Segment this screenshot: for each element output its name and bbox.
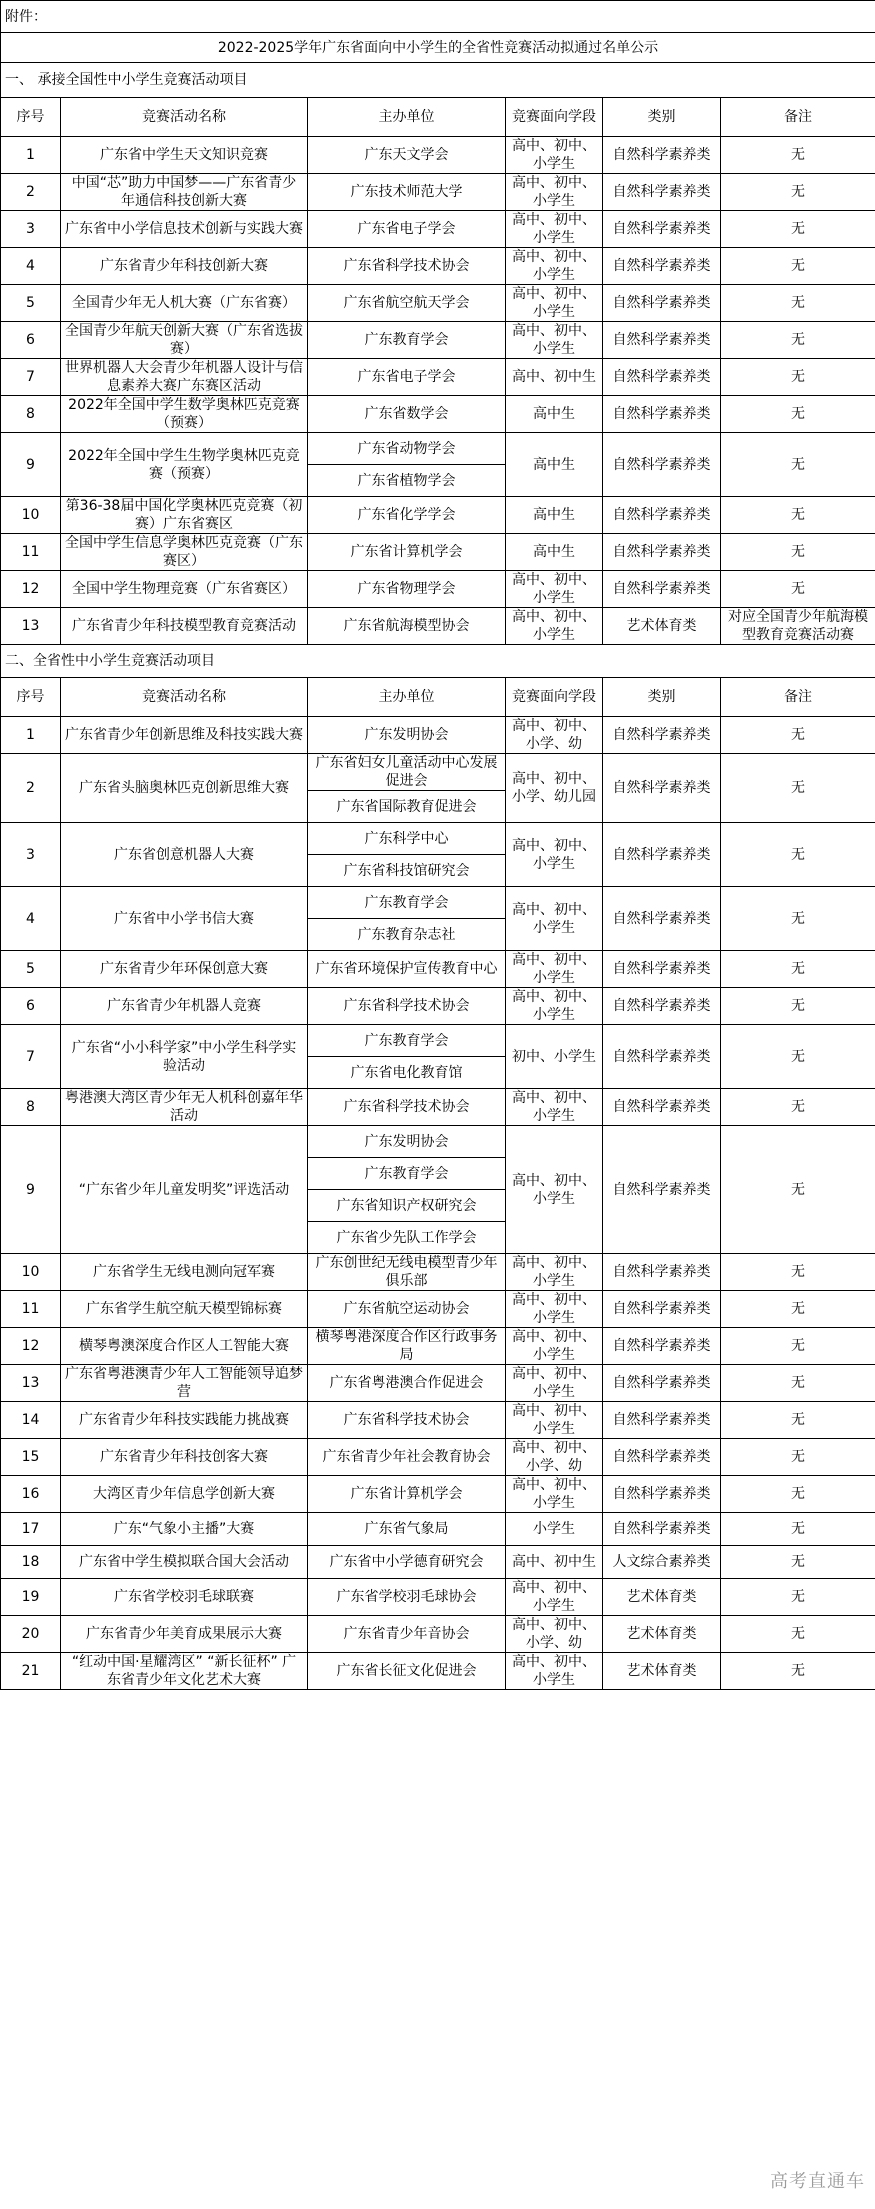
category: 自然科学素养类 xyxy=(603,396,721,433)
row-number: 8 xyxy=(1,1089,61,1126)
table-row xyxy=(1,754,875,791)
column-header: 竞赛活动名称 xyxy=(61,678,308,717)
note: 无 xyxy=(721,137,875,174)
note: 无 xyxy=(721,248,875,285)
activity-name: 广东省学生无线电测向冠军赛 xyxy=(61,1254,308,1291)
note: 无 xyxy=(721,1513,875,1546)
activity-name: 世界机器人大会青少年机器人设计与信息素养大赛广东赛区活动 xyxy=(61,359,308,396)
table-row xyxy=(1,396,875,433)
table-row xyxy=(1,1089,875,1126)
table-row xyxy=(1,823,875,855)
table-row xyxy=(1,211,875,248)
category: 自然科学素养类 xyxy=(603,1328,721,1365)
row-number: 10 xyxy=(1,1254,61,1291)
table-row xyxy=(1,1291,875,1328)
note: 无 xyxy=(721,1089,875,1126)
school-level: 高中生 xyxy=(506,433,603,497)
row-number: 11 xyxy=(1,534,61,571)
organizer: 广东省航海模型协会 xyxy=(308,608,506,645)
note: 无 xyxy=(721,1365,875,1402)
note: 无 xyxy=(721,322,875,359)
school-level: 高中、初中、小学生 xyxy=(506,1365,603,1402)
organizer: 广东发明协会 xyxy=(308,717,506,754)
school-level: 高中、初中、小学生 xyxy=(506,248,603,285)
column-header: 竞赛面向学段 xyxy=(506,678,603,717)
category: 自然科学素养类 xyxy=(603,248,721,285)
organizer: 广东省环境保护宣传教育中心 xyxy=(308,951,506,988)
row-number: 17 xyxy=(1,1513,61,1546)
school-level: 高中、初中、小学生 xyxy=(506,211,603,248)
organizer: 广东省妇女儿童活动中心发展促进会 xyxy=(308,754,506,791)
table-row xyxy=(1,322,875,359)
organizer: 广东省科学技术协会 xyxy=(308,1402,506,1439)
category: 自然科学素养类 xyxy=(603,137,721,174)
note: 无 xyxy=(721,359,875,396)
organizer: 广东省长征文化促进会 xyxy=(308,1653,506,1690)
organizer: 广东省国际教育促进会 xyxy=(308,791,506,823)
category: 艺术体育类 xyxy=(603,608,721,645)
activity-name: 广东“气象小主播”大赛 xyxy=(61,1513,308,1546)
organizer: 广东科学中心 xyxy=(308,823,506,855)
table-row xyxy=(1,571,875,608)
organizer: 广东省电化教育馆 xyxy=(308,1057,506,1089)
column-header: 竞赛活动名称 xyxy=(61,98,308,137)
organizer: 广东省知识产权研究会 xyxy=(308,1190,506,1222)
activity-name: “红动中国·星耀湾区” “新长征杯” 广东省青少年文化艺术大赛 xyxy=(61,1653,308,1690)
row-number: 9 xyxy=(1,1126,61,1254)
row-number: 12 xyxy=(1,1328,61,1365)
table-row xyxy=(1,1254,875,1291)
row-number: 15 xyxy=(1,1439,61,1476)
table-row xyxy=(1,1579,875,1616)
organizer: 广东省科技馆研究会 xyxy=(308,855,506,887)
category: 自然科学素养类 xyxy=(603,1025,721,1089)
note: 无 xyxy=(721,1402,875,1439)
column-header: 类别 xyxy=(603,678,721,717)
school-level: 高中、初中、小学生 xyxy=(506,608,603,645)
school-level: 高中、初中、小学生 xyxy=(506,1089,603,1126)
activity-name: 广东省粤港澳青少年人工智能领导追梦营 xyxy=(61,1365,308,1402)
category: 自然科学素养类 xyxy=(603,717,721,754)
attachment-label: 附件： xyxy=(1,1,875,33)
school-level: 高中、初中、小学生 xyxy=(506,1653,603,1690)
activity-name: 广东省青少年科技创新大赛 xyxy=(61,248,308,285)
note: 无 xyxy=(721,1291,875,1328)
note: 无 xyxy=(721,1328,875,1365)
table-row xyxy=(1,1513,875,1546)
note: 无 xyxy=(721,396,875,433)
column-header: 竞赛面向学段 xyxy=(506,98,603,137)
row-number: 4 xyxy=(1,887,61,951)
organizer: 广东省航空运动协会 xyxy=(308,1291,506,1328)
organizer: 广东教育学会 xyxy=(308,1158,506,1190)
activity-name: 广东省中小学信息技术创新与实践大赛 xyxy=(61,211,308,248)
category: 自然科学素养类 xyxy=(603,174,721,211)
category: 艺术体育类 xyxy=(603,1616,721,1653)
activity-name: 第36-38届中国化学奥林匹克竞赛（初赛）广东省赛区 xyxy=(61,497,308,534)
table-row xyxy=(1,534,875,571)
row-number: 10 xyxy=(1,497,61,534)
category: 自然科学素养类 xyxy=(603,497,721,534)
table-row xyxy=(1,1402,875,1439)
organizer: 广东省气象局 xyxy=(308,1513,506,1546)
row-number: 1 xyxy=(1,137,61,174)
activity-name: 广东省青少年科技实践能力挑战赛 xyxy=(61,1402,308,1439)
activity-name: 2022年全国中学生生物学奥林匹克竞赛（预赛） xyxy=(61,433,308,497)
activity-name: 2022年全国中学生数学奥林匹克竞赛（预赛） xyxy=(61,396,308,433)
school-level: 高中生 xyxy=(506,396,603,433)
activity-name: 广东省“小小科学家”中小学生科学实验活动 xyxy=(61,1025,308,1089)
column-header: 序号 xyxy=(1,678,61,717)
row-number: 2 xyxy=(1,174,61,211)
category: 自然科学素养类 xyxy=(603,285,721,322)
organizer: 广东省青少年社会教育协会 xyxy=(308,1439,506,1476)
category: 自然科学素养类 xyxy=(603,1291,721,1328)
table-row xyxy=(1,1653,875,1690)
category: 自然科学素养类 xyxy=(603,1476,721,1513)
organizer: 广东省计算机学会 xyxy=(308,1476,506,1513)
school-level: 高中、初中、小学生 xyxy=(506,174,603,211)
activity-name: 全国中学生信息学奥林匹克竞赛（广东赛区） xyxy=(61,534,308,571)
category: 艺术体育类 xyxy=(603,1579,721,1616)
activity-name: 粤港澳大湾区青少年无人机科创嘉年华活动 xyxy=(61,1089,308,1126)
activity-name: 广东省青少年创新思维及科技实践大赛 xyxy=(61,717,308,754)
category: 自然科学素养类 xyxy=(603,571,721,608)
activity-name: 广东省中学生天文知识竞赛 xyxy=(61,137,308,174)
row-number: 16 xyxy=(1,1476,61,1513)
category: 自然科学素养类 xyxy=(603,1365,721,1402)
organizer: 广东省电子学会 xyxy=(308,359,506,396)
activity-name: 广东省创意机器人大赛 xyxy=(61,823,308,887)
note: 无 xyxy=(721,1476,875,1513)
category: 自然科学素养类 xyxy=(603,1254,721,1291)
note: 无 xyxy=(721,433,875,497)
activity-name: “广东省少年儿童发明奖”评选活动 xyxy=(61,1126,308,1254)
organizer: 广东省科学技术协会 xyxy=(308,1089,506,1126)
organizer: 广东省计算机学会 xyxy=(308,534,506,571)
row-number: 8 xyxy=(1,396,61,433)
school-level: 高中、初中、小学生 xyxy=(506,823,603,887)
activity-name: 广东省青少年机器人竞赛 xyxy=(61,988,308,1025)
organizer: 广东教育学会 xyxy=(308,322,506,359)
note: 无 xyxy=(721,211,875,248)
organizer: 广东技术师范大学 xyxy=(308,174,506,211)
organizer: 广东教育杂志社 xyxy=(308,919,506,951)
row-number: 11 xyxy=(1,1291,61,1328)
school-level: 高中、初中、小学生 xyxy=(506,1328,603,1365)
note: 无 xyxy=(721,988,875,1025)
row-number: 14 xyxy=(1,1402,61,1439)
activity-name: 广东省学校羽毛球联赛 xyxy=(61,1579,308,1616)
category: 自然科学素养类 xyxy=(603,1402,721,1439)
organizer: 横琴粤港深度合作区行政事务局 xyxy=(308,1328,506,1365)
note: 无 xyxy=(721,1254,875,1291)
category: 自然科学素养类 xyxy=(603,359,721,396)
school-level: 高中、初中、小学生 xyxy=(506,285,603,322)
note: 无 xyxy=(721,823,875,887)
category: 自然科学素养类 xyxy=(603,211,721,248)
activity-name: 横琴粤澳深度合作区人工智能大赛 xyxy=(61,1328,308,1365)
table-row xyxy=(1,608,875,645)
note: 无 xyxy=(721,951,875,988)
table-row xyxy=(1,1546,875,1579)
school-level: 小学生 xyxy=(506,1513,603,1546)
note: 无 xyxy=(721,1126,875,1254)
table-row xyxy=(1,887,875,919)
note: 无 xyxy=(721,285,875,322)
school-level: 高中生 xyxy=(506,534,603,571)
school-level: 高中、初中、小学生 xyxy=(506,1402,603,1439)
note: 无 xyxy=(721,717,875,754)
table-row xyxy=(1,497,875,534)
table-row xyxy=(1,1616,875,1653)
school-level: 高中、初中、小学生 xyxy=(506,1579,603,1616)
category: 自然科学素养类 xyxy=(603,1513,721,1546)
row-number: 6 xyxy=(1,988,61,1025)
category: 自然科学素养类 xyxy=(603,951,721,988)
row-number: 5 xyxy=(1,285,61,322)
column-header: 类别 xyxy=(603,98,721,137)
row-number: 3 xyxy=(1,823,61,887)
category: 自然科学素养类 xyxy=(603,754,721,823)
table-row xyxy=(1,717,875,754)
school-level: 高中、初中、小学生 xyxy=(506,1476,603,1513)
table-row xyxy=(1,1476,875,1513)
organizer: 广东省数学会 xyxy=(308,396,506,433)
watermark: 高考直通车 xyxy=(770,2171,865,2192)
table-row xyxy=(1,951,875,988)
organizer: 广东省电子学会 xyxy=(308,211,506,248)
school-level: 高中、初中、小学生 xyxy=(506,887,603,951)
section-heading: 二、全省性中小学生竞赛活动项目 xyxy=(1,645,875,678)
table-row xyxy=(1,248,875,285)
note: 无 xyxy=(721,1616,875,1653)
organizer: 广东省粤港澳合作促进会 xyxy=(308,1365,506,1402)
category: 自然科学素养类 xyxy=(603,1089,721,1126)
row-number: 20 xyxy=(1,1616,61,1653)
school-level: 高中、初中生 xyxy=(506,1546,603,1579)
organizer: 广东省化学学会 xyxy=(308,497,506,534)
table-row xyxy=(1,359,875,396)
column-header: 备注 xyxy=(721,98,875,137)
section-heading: 一、 承接全国性中小学生竞赛活动项目 xyxy=(1,63,875,98)
activity-name: 广东省青少年环保创意大赛 xyxy=(61,951,308,988)
activity-name: 大湾区青少年信息学创新大赛 xyxy=(61,1476,308,1513)
note: 无 xyxy=(721,497,875,534)
table-row xyxy=(1,1439,875,1476)
column-header: 主办单位 xyxy=(308,678,506,717)
activity-name: 广东省青少年科技创客大赛 xyxy=(61,1439,308,1476)
activity-name: 中国“芯”助力中国梦——广东省青少年通信科技创新大赛 xyxy=(61,174,308,211)
note: 无 xyxy=(721,1653,875,1690)
note: 无 xyxy=(721,1025,875,1089)
organizer: 广东省学校羽毛球协会 xyxy=(308,1579,506,1616)
school-level: 高中、初中、小学、幼 xyxy=(506,1439,603,1476)
school-level: 高中、初中生 xyxy=(506,359,603,396)
row-number: 13 xyxy=(1,1365,61,1402)
organizer: 广东发明协会 xyxy=(308,1126,506,1158)
note: 无 xyxy=(721,1439,875,1476)
column-header: 序号 xyxy=(1,98,61,137)
school-level: 高中、初中、小学生 xyxy=(506,1126,603,1254)
row-number: 13 xyxy=(1,608,61,645)
note: 无 xyxy=(721,887,875,951)
table-row xyxy=(1,1126,875,1158)
organizer: 广东省物理学会 xyxy=(308,571,506,608)
activity-name: 全国青少年无人机大赛（广东省赛） xyxy=(61,285,308,322)
note: 无 xyxy=(721,754,875,823)
row-number: 1 xyxy=(1,717,61,754)
note: 无 xyxy=(721,174,875,211)
activity-name: 全国中学生物理竞赛（广东省赛区） xyxy=(61,571,308,608)
category: 自然科学素养类 xyxy=(603,887,721,951)
activity-name: 广东省青少年美育成果展示大赛 xyxy=(61,1616,308,1653)
category: 自然科学素养类 xyxy=(603,433,721,497)
category: 自然科学素养类 xyxy=(603,1439,721,1476)
row-number: 5 xyxy=(1,951,61,988)
note: 无 xyxy=(721,571,875,608)
category: 艺术体育类 xyxy=(603,1653,721,1690)
organizer: 广东天文学会 xyxy=(308,137,506,174)
school-level: 高中、初中、小学、幼 xyxy=(506,1616,603,1653)
organizer: 广东省航空航天学会 xyxy=(308,285,506,322)
school-level: 高中、初中、小学生 xyxy=(506,1254,603,1291)
activity-name: 广东省中小学书信大赛 xyxy=(61,887,308,951)
school-level: 高中、初中、小学、幼儿园 xyxy=(506,754,603,823)
table-row xyxy=(1,137,875,174)
note: 无 xyxy=(721,534,875,571)
note: 无 xyxy=(721,1546,875,1579)
category: 自然科学素养类 xyxy=(603,1126,721,1254)
note: 对应全国青少年航海模型教育竞赛活动赛 xyxy=(721,608,875,645)
organizer: 广东省植物学会 xyxy=(308,465,506,497)
row-number: 12 xyxy=(1,571,61,608)
school-level: 高中、初中、小学生 xyxy=(506,951,603,988)
activity-name: 全国青少年航天创新大赛（广东省选拔赛） xyxy=(61,322,308,359)
activity-name: 广东省中学生模拟联合国大会活动 xyxy=(61,1546,308,1579)
table-row xyxy=(1,174,875,211)
school-level: 高中生 xyxy=(506,497,603,534)
row-number: 7 xyxy=(1,359,61,396)
organizer: 广东省中小学德育研究会 xyxy=(308,1546,506,1579)
row-number: 21 xyxy=(1,1653,61,1690)
category: 自然科学素养类 xyxy=(603,988,721,1025)
school-level: 高中、初中、小学生 xyxy=(506,571,603,608)
page-title: 2022-2025学年广东省面向中小学生的全省性竞赛活动拟通过名单公示 xyxy=(1,33,875,63)
row-number: 18 xyxy=(1,1546,61,1579)
organizer: 广东省动物学会 xyxy=(308,433,506,465)
category: 自然科学素养类 xyxy=(603,322,721,359)
organizer: 广东省少先队工作学会 xyxy=(308,1222,506,1254)
organizer: 广东教育学会 xyxy=(308,1025,506,1057)
note: 无 xyxy=(721,1579,875,1616)
table-row xyxy=(1,1025,875,1057)
school-level: 高中、初中、小学生 xyxy=(506,1291,603,1328)
school-level: 高中、初中、小学生 xyxy=(506,322,603,359)
table-row xyxy=(1,1365,875,1402)
organizer: 广东省青少年音协会 xyxy=(308,1616,506,1653)
category: 自然科学素养类 xyxy=(603,534,721,571)
school-level: 高中、初中、小学、幼 xyxy=(506,717,603,754)
activity-name: 广东省青少年科技模型教育竞赛活动 xyxy=(61,608,308,645)
category: 人文综合素养类 xyxy=(603,1546,721,1579)
table-row xyxy=(1,285,875,322)
organizer: 广东教育学会 xyxy=(308,887,506,919)
school-level: 高中、初中、小学生 xyxy=(506,988,603,1025)
category: 自然科学素养类 xyxy=(603,823,721,887)
row-number: 9 xyxy=(1,433,61,497)
table-row xyxy=(1,988,875,1025)
activity-name: 广东省头脑奥林匹克创新思维大赛 xyxy=(61,754,308,823)
organizer: 广东创世纪无线电模型青少年俱乐部 xyxy=(308,1254,506,1291)
row-number: 7 xyxy=(1,1025,61,1089)
row-number: 2 xyxy=(1,754,61,823)
school-level: 初中、小学生 xyxy=(506,1025,603,1089)
organizer: 广东省科学技术协会 xyxy=(308,988,506,1025)
row-number: 19 xyxy=(1,1579,61,1616)
organizer: 广东省科学技术协会 xyxy=(308,248,506,285)
row-number: 3 xyxy=(1,211,61,248)
school-level: 高中、初中、小学生 xyxy=(506,137,603,174)
table-row xyxy=(1,1328,875,1365)
row-number: 6 xyxy=(1,322,61,359)
activity-name: 广东省学生航空航天模型锦标赛 xyxy=(61,1291,308,1328)
column-header: 备注 xyxy=(721,678,875,717)
column-header: 主办单位 xyxy=(308,98,506,137)
table-row xyxy=(1,433,875,465)
row-number: 4 xyxy=(1,248,61,285)
